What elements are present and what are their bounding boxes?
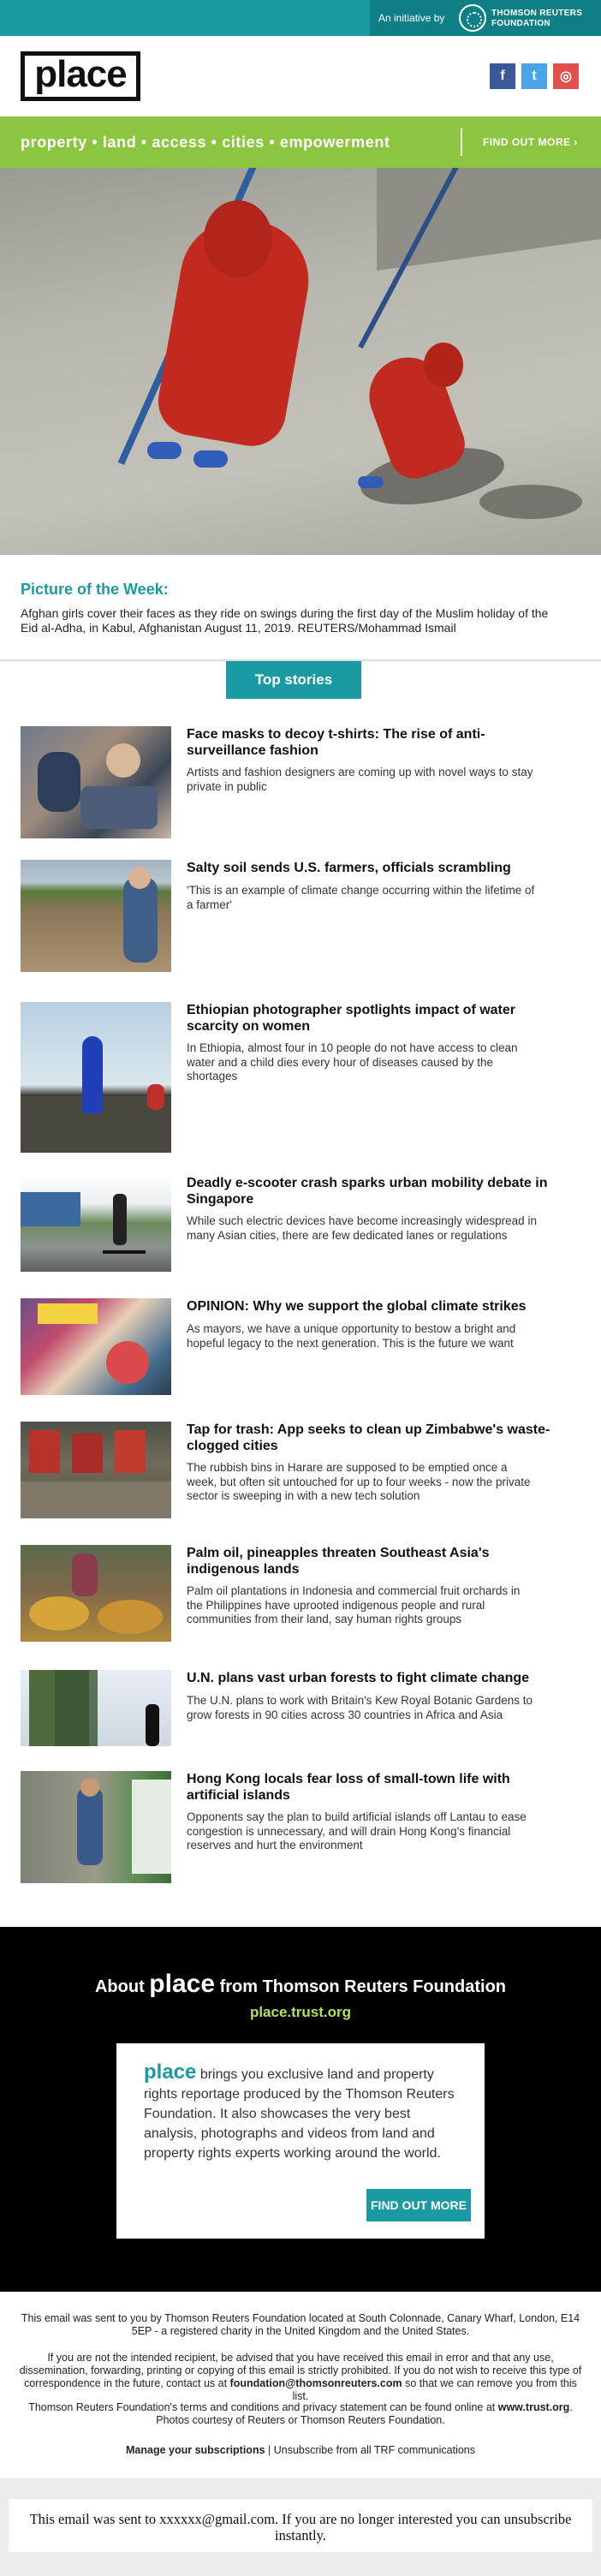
top-stories-button[interactable]: Top stories <box>226 661 361 699</box>
story-summary: As mayors, we have a unique opportunity to bestow a bright and hopeful legacy to the next generation. This is the future we want <box>187 1322 516 1350</box>
manage-subscriptions-link[interactable]: Manage your subscriptions <box>126 2444 265 2456</box>
trust-site-link[interactable]: www.trust.org <box>497 2401 570 2413</box>
story-thumbnail[interactable] <box>21 1771 171 1883</box>
about-card <box>116 2043 485 2239</box>
story-title[interactable]: Palm oil, pineapples threaten Southeast Asia's indigenous lands <box>187 1546 490 1577</box>
brand-name: place <box>144 2060 197 2084</box>
story-summary: The U.N. plans to work with Britain's Kew Royal Botanic Gardens to grow forests in 90 cities across 30 countries in Africa and Asia <box>187 1694 533 1721</box>
potw-heading: Picture of the Week: <box>21 581 169 598</box>
find-out-more-link[interactable]: FIND OUT MORE › <box>483 136 578 148</box>
footer-terms: Thomson Reuters Foundation's terms and conditions and privacy statement can be found online at www.trust.org. Photos courtesy of Reuters or Thomson Reuters Foundation. <box>28 2401 573 2426</box>
story-thumbnail[interactable] <box>21 726 171 838</box>
place-site-link[interactable]: place.trust.org <box>249 2004 352 2020</box>
story-title[interactable]: Deadly e-scooter crash sparks urban mobility debate in Singapore <box>187 1176 548 1207</box>
about-section <box>0 1927 601 2292</box>
logo-text: place <box>34 53 127 95</box>
top-stories <box>0 661 601 1927</box>
header <box>0 36 601 116</box>
story-thumbnail[interactable] <box>21 1670 171 1746</box>
topic-nav-bar <box>0 116 601 168</box>
story-title[interactable]: OPINION: Why we support the global climate strikes <box>187 1299 527 1314</box>
story-summary: While such electric devices have become increasingly widespread in many Asian cities, there are few dedicated lanes or regulations <box>187 1214 537 1242</box>
contact-email-link[interactable]: foundation@thomsonreuters.com <box>229 2377 402 2389</box>
story-title[interactable]: Face masks to decoy t-shirts: The rise of anti-surveillance fashion <box>187 727 485 758</box>
thomson-reuters-logo-icon <box>459 4 486 32</box>
story-thumbnail[interactable] <box>21 1002 171 1153</box>
story-summary: Opponents say the plan to build artificial islands off Lantau to ease congestion is unnecessary, and will drain Hong Kong's financial reserves and hurt the environment <box>187 1810 527 1852</box>
story-thumbnail[interactable] <box>21 860 171 972</box>
story-title[interactable]: Hong Kong locals fear loss of small-town life with artificial islands <box>187 1772 510 1803</box>
story-thumbnail[interactable] <box>21 1422 171 1518</box>
unsubscribe-notice[interactable]: This email was sent to xxxxxx@gmail.com. If you are no longer interested you can unsubscribe instantly. <box>9 2499 592 2552</box>
footer <box>0 2292 601 2478</box>
story-thumbnail[interactable] <box>21 1298 171 1395</box>
about-description: place brings you exclusive land and property rights reportage produced by the Thomson Reuters Foundation. It also showcases the very best analysis, photographs and videos from land and property rights experts working around the world. <box>144 2060 455 2161</box>
story-title[interactable]: U.N. plans vast urban forests to fight climate change <box>187 1671 530 1685</box>
footer-sender-info: This email was sent to you by Thomson Reuters Foundation located at South Colonnade, Canary Wharf, London, E14 5EP - a registered charity in the United Kingdom and the United States. <box>21 2312 580 2337</box>
place-logo[interactable] <box>21 51 140 101</box>
story-thumbnail[interactable] <box>21 1175 171 1272</box>
find-out-more-button[interactable]: FIND OUT MORE <box>366 2189 471 2221</box>
instagram-icon[interactable]: ◎ <box>553 63 579 89</box>
story-summary: 'This is an example of climate change occurring within the lifetime of a farmer' <box>187 884 535 911</box>
picture-of-week <box>0 555 601 659</box>
story-thumbnail[interactable] <box>21 1545 171 1642</box>
hero-photo[interactable] <box>0 168 601 555</box>
story-title[interactable]: Tap for trash: App seeks to clean up Zimbabwe's waste-clogged cities <box>187 1422 550 1453</box>
top-bar <box>0 0 601 36</box>
story-title[interactable]: Salty soil sends U.S. farmers, officials scrambling <box>187 861 511 875</box>
unsubscribe-all-link[interactable]: Unsubscribe from all TRF communications <box>273 2444 475 2456</box>
initiative-banner[interactable] <box>370 0 601 36</box>
story-summary: The rubbish bins in Harare are supposed to be emptied once a week, but often sit untouched for up to four weeks - now the private sector is sweeping in with a new tech solution <box>187 1461 531 1502</box>
footer-subscription-links: Manage your subscriptions | Unsubscribe from all TRF communications <box>126 2444 475 2456</box>
topics-list[interactable]: property • land • access • cities • empowerment <box>21 134 390 151</box>
nav-divider <box>461 128 462 156</box>
initiative-label: An initiative by <box>378 12 445 24</box>
footer-legal-notice: If you are not the intended recipient, be advised that you have received this email in error and that any use, dissemination, forwarding, printing or copying of this email is strictly prohibited. If you do not wish to receive this type of correspondence in the future, contact us at foundation@thomsonreuters.com so that we can remove you from this list. <box>19 2352 582 2402</box>
story-summary: Palm oil plantations in Indonesia and commercial fruit orchards in the Philippines have uprooted indigenous people and rural communities from their land, say human rights groups <box>187 1584 521 1625</box>
story-summary: In Ethiopia, almost four in 10 people do not have access to clean water and a child dies every hour of diseases caused by the shortages <box>187 1041 518 1082</box>
story-title[interactable]: Ethiopian photographer spotlights impact of water scarcity on women <box>187 1003 516 1034</box>
foundation-name: THOMSON REUTERS FOUNDATION <box>491 9 583 28</box>
about-title: About place from Thomson Reuters Foundation <box>94 1970 507 1998</box>
twitter-icon[interactable]: t <box>521 63 547 89</box>
potw-caption: Afghan girls cover their faces as they ride on swings during the first day of the Muslim holiday of the Eid al-Adha, in Kabul, Afghanistan August 11, 2019. REUTERS/Mohammad Ismail <box>21 606 549 635</box>
story-summary: Artists and fashion designers are coming up with novel ways to stay private in public <box>187 766 533 793</box>
facebook-icon[interactable]: f <box>490 63 515 89</box>
